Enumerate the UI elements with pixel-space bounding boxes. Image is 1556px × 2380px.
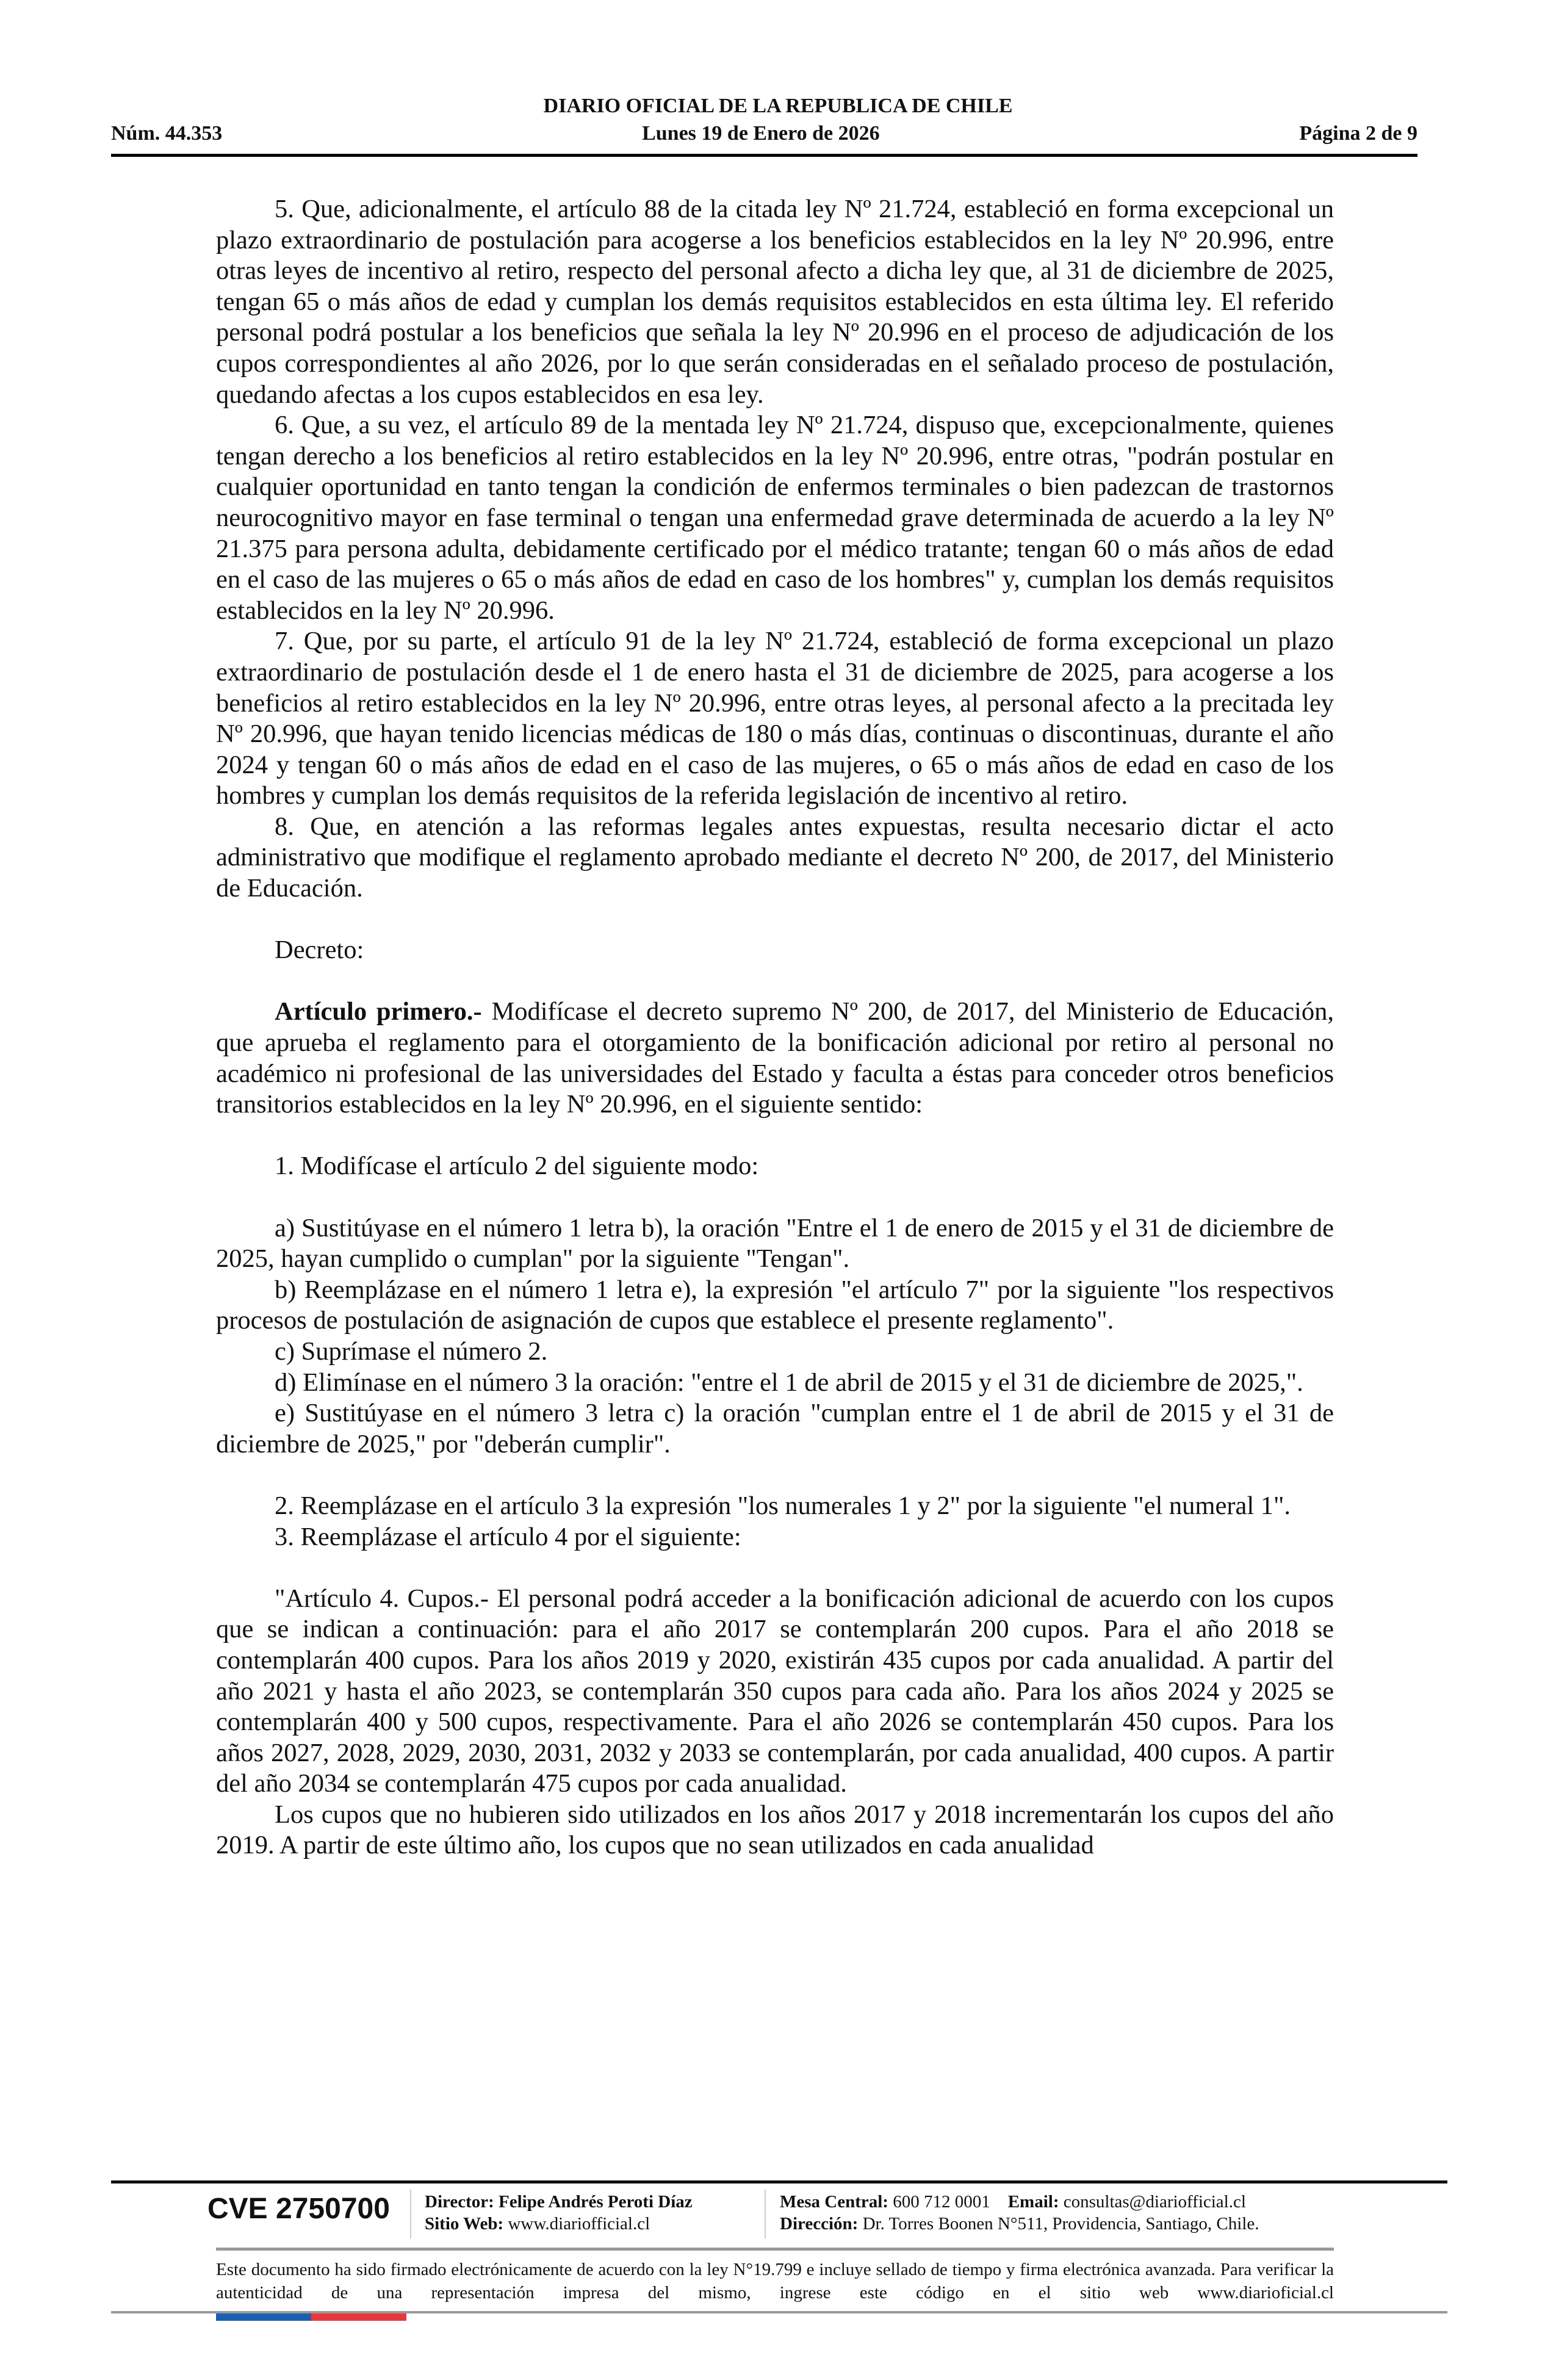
newspaper-title: DIARIO OFICIAL DE LA REPUBLICA DE CHILE [543,95,1013,117]
address-label: Dirección: [780,2214,859,2234]
decreto-heading: Decreto: [275,936,364,965]
page-number: Página 2 de 9 [1299,122,1417,145]
flag-red-stripe [311,2313,406,2321]
legal-notice: Este documento ha sido firmado electrónicamente de acuerdo con la ley N°19.799 e incluye sellado de tiempo y firma electrónica avanzada. Para verificar la autenticidad de una representación impresa del mismo, ingrese este código en el sitio web www.diarioficial.cl [216,2260,1334,2302]
issue-date: Lunes 19 de Enero de 2026 [642,122,880,145]
director-name: Felipe Andrés Peroti Díaz [499,2192,693,2212]
footer-separator [410,2190,411,2238]
phone-number: 600 712 0001 [893,2192,990,2212]
director-label: Director: [425,2192,494,2212]
footer-divider [111,2180,1447,2183]
item-1a: a) Sustitúyase en el número 1 letra b), la oración "Entre el 1 de enero de 2015 y el 31 de diciembre de 2025, hayan cumplido o cumplan" por la siguiente "Tengan". [216,1213,1334,1274]
article-4-text: "Artículo 4. Cupos.- El personal podrá acceder a la bonificación adicional de acuerdo con los cupos que se indican a continuación: para el año 2017 se contemplarán 200 cupos. Para el año 2018 se contemplarán 400 cupos. Para los años 2019 y 2020, existirán 435 cupos por cada anualidad. A partir del año 2021 y hasta el año 2023, se contemplarán 350 cupos para cada año. Para los años 2024 y 2025 se contemplarán 400 y 500 cupos, respectivamente. Para el año 2026 se contemplarán 450 cupos. Para los años 2027, 2028, 2029, 2030, 2031, 2032 y 2033 se contemplarán, por cada anualidad, 400 cupos. A partir del año 2034 se contemplarán 475 cupos por cada anualidad. [216,1584,1334,1798]
paragraph-6: 6. Que, a su vez, el artículo 89 de la mentada ley Nº 21.724, dispuso que, excepcionalmente, quienes tengan derecho a los beneficios al retiro establecidos en la ley Nº 20.996, entre otras, "podrán postular en cualquier oportunidad en tanto tengan la condición de enfermos terminales o bien padezcan de trastornos neurocognitivo mayor en fase terminal o tengan una enfermedad grave determinada de acuerdo a la ley Nº 21.375 para persona adulta, debidamente certificado por el médico tratante; tengan 60 o más años de edad en el caso de las mujeres o 65 o más años de edad en caso de los hombres" y, cumplan los demás requisitos establecidos en la ley Nº 20.996. [216,411,1334,625]
issue-number: Núm. 44.353 [111,122,223,145]
item-1d: d) Elimínase en el número 3 la oración: "entre el 1 de abril de 2015 y el 31 de diciembre de 2025,". [275,1368,1303,1397]
header-row [111,122,1417,145]
item-1b: b) Reemplázase en el número 1 letra e), la expresión "el artículo 7" por la siguiente "los respectivos procesos de postulación de asignación de cupos que establece el presente reglamento". [216,1275,1334,1335]
address: Dr. Torres Boonen N°511, Providencia, Santiago, Chile. [862,2214,1259,2234]
item-1: 1. Modifícase el artículo 2 del siguiente modo: [275,1152,759,1181]
phone-label: Mesa Central: [780,2192,888,2212]
paragraph-5: 5. Que, adicionalmente, el artículo 88 de la citada ley Nº 21.724, estableció en forma excepcional un plazo extraordinario de postulación para acogerse a los beneficios establecidos en la ley Nº 20.996, entre otras leyes de incentivo al retiro, respecto del personal afecto a dicha ley que, al 31 de diciembre de 2025, tengan 65 o más años de edad y cumplan los demás requisitos establecidos en esta última ley. El referido personal podrá postular a los beneficios que señala la ley Nº 20.996 en el proceso de adjudicación de los cupos correspondientes al año 2026, por lo que serán consideradas en el señalado proceso de postulación, quedando afectas a los cupos establecidos en esa ley. [216,195,1334,409]
cupos-paragraph: Los cupos que no hubieren sido utilizados en los años 2017 y 2018 incrementarán los cupos del año 2019. A partir de este último año, los cupos que no sean utilizados en cada anualidad [216,1800,1334,1860]
footer-divider [216,2248,1334,2251]
header-divider [111,154,1417,157]
item-2: 2. Reemplázase en el artículo 3 la expresión "los numerales 1 y 2" por la siguiente "el numeral 1". [275,1491,1291,1520]
article-first-text: Modifícase el decreto supremo Nº 200, de 2017, del Ministerio de Educación, que aprueba el reglamento para el otorgamiento de la bonificación adicional por retiro al personal no académico ni profesional de las universidades del Estado y faculta a éstas para conceder otros beneficios transitorios establecidos en la ley Nº 20.996, en el siguiente sentido: [216,997,1334,1119]
item-1e: e) Sustitúyase en el número 3 letra c) la oración "cumplan entre el 1 de abril de 2015 y el 31 de diciembre de 2025," por "deberán cumplir". [216,1399,1334,1459]
footer-separator [765,2190,766,2238]
email-label: Email: [1007,2192,1059,2212]
website-label: Sitio Web: [425,2214,504,2234]
email-link[interactable]: consultas@diariofficial.cl [1063,2192,1246,2212]
article-first [216,997,1334,1120]
flag-blue-stripe [216,2313,311,2321]
cve-code: CVE 2750700 [207,2193,390,2225]
footer-director-col [425,2191,693,2235]
paragraph-7: 7. Que, por su parte, el artículo 91 de la ley Nº 21.724, estableció de forma excepcional un plazo extraordinario de postulación desde el 1 de enero hasta el 31 de diciembre de 2025, para acogerse a los beneficios al retiro establecidos en la ley Nº 20.996, entre otras leyes, al personal afecto a la precitada ley Nº 20.996, que hayan tenido licencias médicas de 180 o más días, continuas o discontinuas, durante el año 2024 y tengan 60 o más años de edad en el caso de las mujeres, o 65 o más años de edad en caso de los hombres y cumplan los demás requisitos de la referida legislación de incentivo al retiro. [216,627,1334,810]
item-3: 3. Reemplázase el artículo 4 por el siguiente: [275,1522,741,1551]
item-1c: c) Suprímase el número 2. [275,1336,548,1366]
document-body [216,194,1334,1861]
paragraph-8: 8. Que, en atención a las reformas legales antes expuestas, resulta necesario dictar el acto administrativo que modifique el reglamento aprobado mediante el decreto Nº 200, de 2017, del Ministerio de Educación. [216,812,1334,903]
website-link[interactable]: www.diariofficial.cl [508,2214,650,2234]
article-first-label: Artículo primero.- [275,997,482,1026]
footer-contact-col [780,2191,1259,2235]
